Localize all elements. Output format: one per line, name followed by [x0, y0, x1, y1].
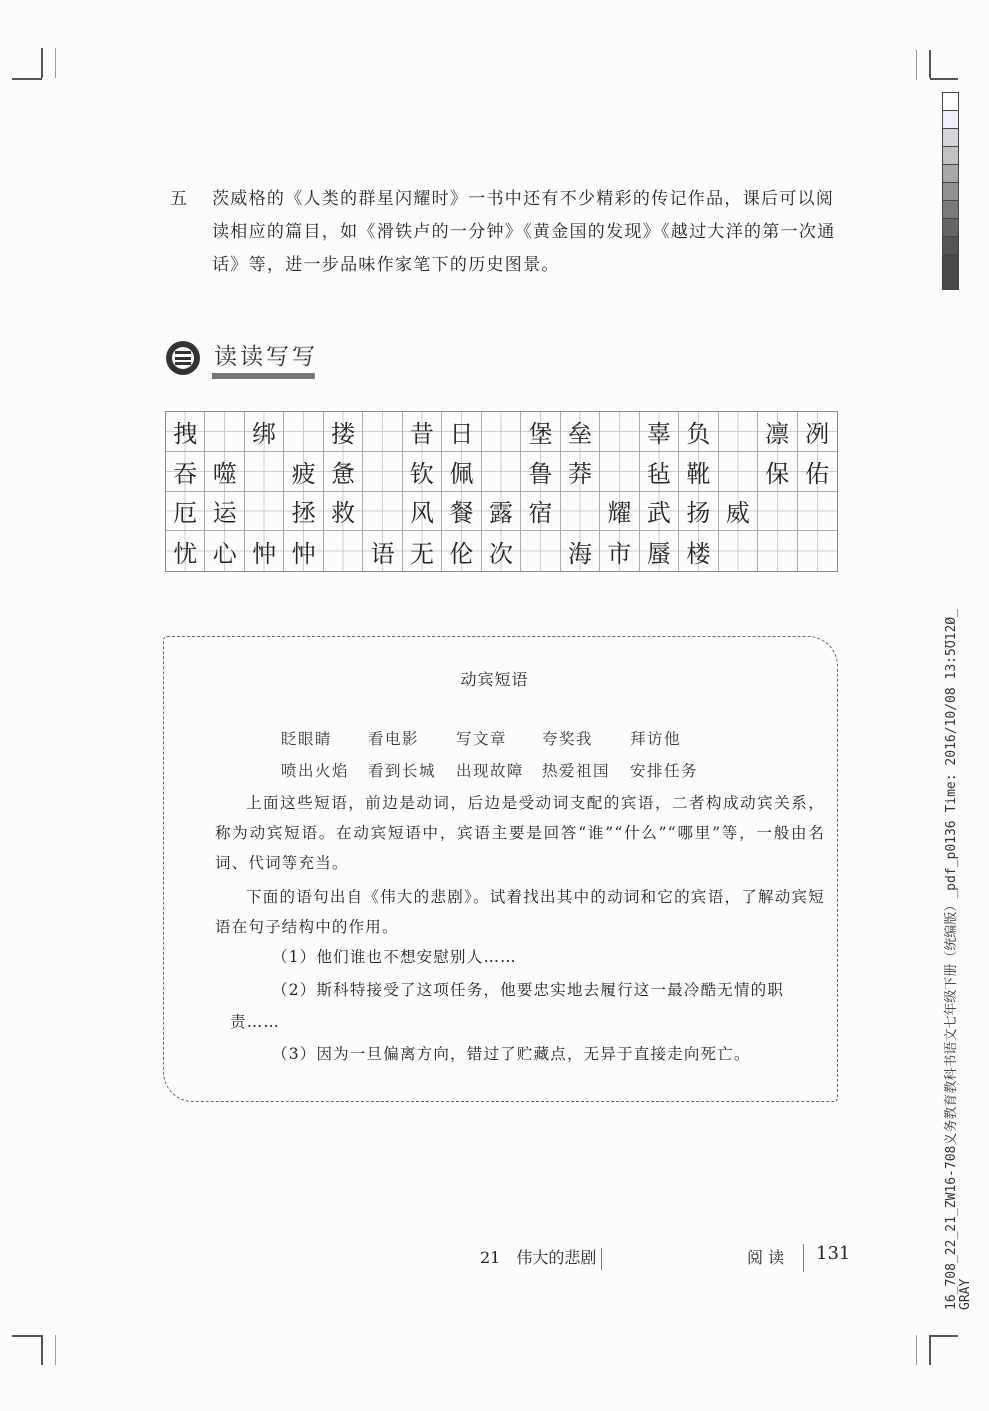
grid-cell: 噬: [205, 452, 244, 492]
grid-cell: [363, 412, 402, 452]
grid-cell: 凛: [758, 412, 797, 452]
grid-cell: 疲: [284, 452, 323, 492]
grid-cell: 救: [324, 492, 363, 532]
grid-cell: [758, 492, 797, 532]
phrase: 出现故障: [456, 762, 525, 780]
grid-cell: 伦: [442, 531, 481, 571]
grid-cell: [205, 412, 244, 452]
grid-cell: 日: [442, 412, 481, 452]
grid-cell: 餐: [442, 492, 481, 532]
phrase: 眨眼睛: [281, 730, 333, 748]
grid-cell: [600, 412, 639, 452]
grid-cell: 语: [363, 531, 402, 571]
grid-cell: 忡: [284, 531, 323, 571]
box-paragraph-2: 下面的语句出自《伟大的悲剧》。试着找出其中的动词和它的宾语，了解动宾短语在句子结构中的作用。: [215, 888, 825, 936]
grid-cell: 厄: [166, 492, 205, 532]
grid-cell: 风: [403, 492, 442, 532]
grid-cell: [798, 492, 837, 532]
grid-cell: 露: [482, 492, 521, 532]
crop-mark: [55, 48, 56, 78]
footer-unit: 阅 读: [747, 1248, 785, 1267]
grid-cell: 辜: [640, 412, 679, 452]
print-info-gray: GRAY: [958, 1278, 973, 1310]
crop-mark: [916, 1335, 917, 1365]
grid-cell: [245, 492, 284, 532]
footer-divider: [601, 1248, 602, 1270]
grid-cell: 吞: [166, 452, 205, 492]
grid-cell: 次: [482, 531, 521, 571]
grid-cell: 保: [758, 452, 797, 492]
grid-cell: [284, 412, 323, 452]
grid-cell: [245, 452, 284, 492]
grid-cell: [719, 531, 758, 571]
phrase: 安排任务: [630, 762, 699, 780]
grid-cell: 威: [719, 492, 758, 532]
phrase: 热爱祖国: [542, 762, 611, 780]
example-1: （1）他们谁也不想安慰别人……: [272, 948, 517, 966]
phrase: 看到长城: [368, 762, 437, 780]
exercise-5: [170, 183, 850, 282]
grid-cell: 绑: [245, 412, 284, 452]
grid-cell: 堡: [521, 412, 560, 452]
grid-cell: [719, 412, 758, 452]
print-info-line: 16_708_22_21_ZW16-708义务教育教科书语文七年级下册（统编版）_pdf_p0136 Time: 2016/10/08 13:5Ʊ12Ø_: [944, 609, 959, 1310]
phrase: 喷出火焰: [281, 762, 350, 780]
phrase: 拜访他: [630, 730, 682, 748]
exercise-text: 茨威格的《人类的群星闪耀时》一书中还有不少精彩的传记作品，课后可以阅读相应的篇目，如《滑铁卢的一分钟》《黄金国的发现》《越过大洋的第一次通话》等，进一步品味作家笔下的历史图景。: [212, 189, 836, 275]
crop-mark: [930, 78, 958, 80]
example-2-cont: 责……: [230, 1013, 281, 1031]
grid-cell: [482, 412, 521, 452]
footer-divider: [803, 1244, 804, 1272]
grid-cell: 负: [679, 412, 718, 452]
grid-cell: 佑: [798, 452, 837, 492]
grayscale-calibration-bar: [942, 92, 959, 290]
crop-mark: [930, 1335, 958, 1337]
print-info: [945, 609, 973, 1310]
grid-cell: [561, 492, 600, 532]
grid-cell: [482, 452, 521, 492]
grid-cell: 拽: [166, 412, 205, 452]
character-grid: [165, 411, 838, 572]
crop-mark: [929, 1335, 931, 1365]
section-title: 读读写写: [214, 344, 318, 370]
grid-cell: 楼: [679, 531, 718, 571]
grid-cell: 海: [561, 531, 600, 571]
box-title: 动宾短语: [460, 670, 529, 689]
grid-cell: 忧: [166, 531, 205, 571]
grid-cell: 无: [403, 531, 442, 571]
grid-cell: [798, 531, 837, 571]
crop-mark: [929, 50, 931, 78]
grid-cell: 拯: [284, 492, 323, 532]
grid-cell: 毡: [640, 452, 679, 492]
grid-cell: [363, 492, 402, 532]
grid-cell: [324, 531, 363, 571]
grid-cell: 蜃: [640, 531, 679, 571]
grid-cell: 莽: [561, 452, 600, 492]
grid-cell: 耀: [600, 492, 639, 532]
three-circle-icon: [166, 341, 200, 375]
grid-cell: 运: [205, 492, 244, 532]
grid-cell: [758, 531, 797, 571]
phrase: 看电影: [368, 730, 420, 748]
grid-cell: 搂: [324, 412, 363, 452]
grid-cell: 心: [205, 531, 244, 571]
page-number: 131: [816, 1243, 851, 1264]
crop-mark: [12, 78, 42, 80]
grid-cell: [600, 452, 639, 492]
grid-cell: 市: [600, 531, 639, 571]
grid-cell: 武: [640, 492, 679, 532]
grid-cell: [521, 531, 560, 571]
example-2: （2）斯科特接受了这项任务，他要忠实地去履行这一最冷酷无情的职: [272, 981, 785, 999]
grid-cell: 惫: [324, 452, 363, 492]
grid-cell: 忡: [245, 531, 284, 571]
phrase: 夸奖我: [542, 730, 594, 748]
grid-cell: 鲁: [521, 452, 560, 492]
crop-mark: [916, 50, 917, 80]
exercise-number: 五: [170, 189, 189, 209]
crop-mark: [41, 1335, 43, 1365]
grid-cell: [363, 452, 402, 492]
crop-mark: [41, 48, 43, 78]
grid-cell: 佩: [442, 452, 481, 492]
grid-cell: 钦: [403, 452, 442, 492]
crop-mark: [55, 1335, 56, 1365]
grid-cell: 靴: [679, 452, 718, 492]
grid-cell: 垒: [561, 412, 600, 452]
grid-cell: 宿: [521, 492, 560, 532]
grid-cell: 冽: [798, 412, 837, 452]
grid-cell: [719, 452, 758, 492]
crop-mark: [12, 1335, 42, 1337]
grid-cell: 昔: [403, 412, 442, 452]
footer-lesson: 21 伟大的悲剧: [480, 1248, 597, 1267]
box-paragraph-1: 上面这些短语，前边是动词，后边是受动词支配的宾语，二者构成动宾关系，称为动宾短语。在动宾短语中，宾语主要是回答“谁”“什么”“哪里”等，一般由名词、代词等充当。: [215, 794, 825, 872]
grid-cell: 扬: [679, 492, 718, 532]
phrase: 写文章: [456, 730, 508, 748]
section-underline: [212, 373, 315, 379]
example-3: （3）因为一旦偏离方向，错过了贮藏点，无异于直接走向死亡。: [272, 1045, 751, 1063]
